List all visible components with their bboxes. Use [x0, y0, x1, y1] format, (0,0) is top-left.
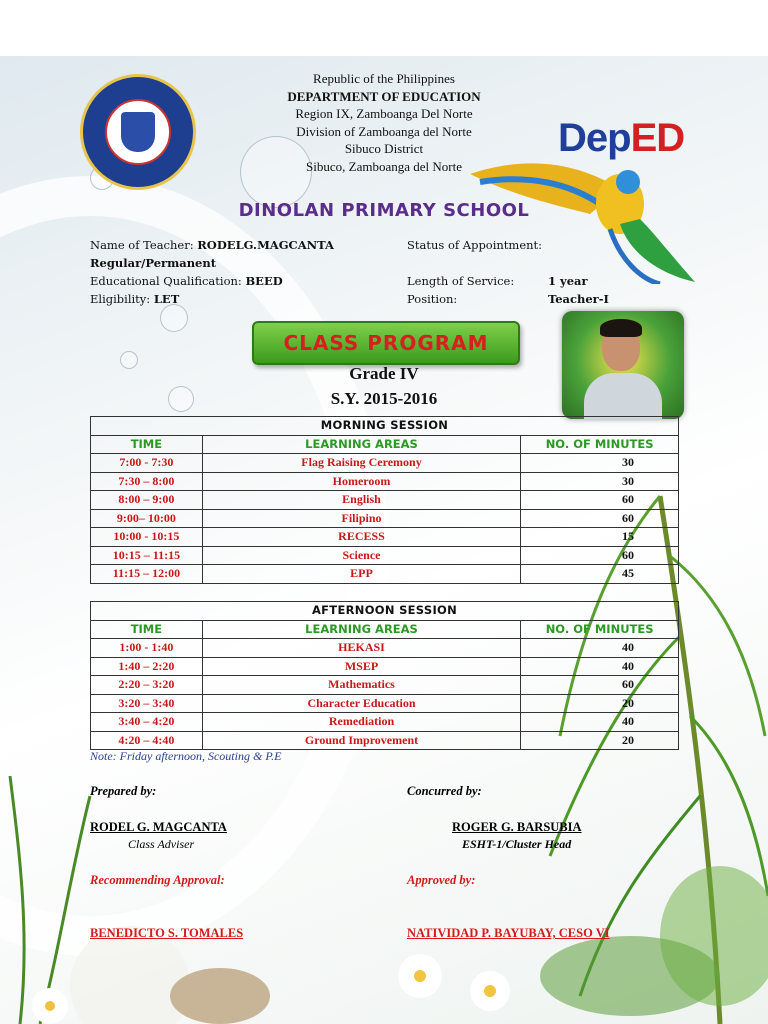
table-header-row	[91, 620, 679, 639]
minutes-cell: 60	[521, 509, 679, 528]
recommending-approval-name: BENEDICTO S. TOMALES	[90, 926, 244, 940]
minutes-cell: 15	[521, 528, 679, 547]
afternoon-session-table	[90, 601, 679, 750]
table-row	[91, 509, 679, 528]
minutes-cell: 60	[521, 546, 679, 565]
time-header: TIME	[91, 435, 203, 454]
concurred-by-name: ROGER G. BARSUBIA	[452, 820, 582, 834]
status-label: Status of Appointment:	[407, 238, 543, 252]
table-row	[91, 528, 679, 547]
time-cell: 1:00 - 1:40	[91, 639, 203, 658]
status-value: Regular/Permanent	[90, 256, 217, 270]
header-republic: Republic of the Philippines	[313, 71, 455, 86]
service-value: 1 year	[548, 274, 588, 288]
minutes-cell: 40	[521, 713, 679, 732]
table-row	[91, 657, 679, 676]
table-row	[91, 639, 679, 658]
time-header: TIME	[91, 620, 203, 639]
minutes-cell: 40	[521, 657, 679, 676]
table-row	[91, 491, 679, 510]
concurred-by-label: Concurred by:	[407, 784, 482, 798]
time-cell: 11:15 – 12:00	[91, 565, 203, 584]
learning-area-cell: MSEP	[202, 657, 520, 676]
morning-session-table	[90, 416, 679, 584]
learning-area-cell: RECESS	[202, 528, 520, 547]
table-row	[91, 731, 679, 750]
time-cell: 7:30 – 8:00	[91, 472, 203, 491]
minutes-cell: 20	[521, 731, 679, 750]
document-page	[0, 56, 768, 1024]
recommending-approval-label: Recommending Approval:	[90, 873, 225, 887]
bubble-decoration	[160, 304, 188, 332]
time-cell: 2:20 – 3:20	[91, 676, 203, 695]
prepared-by-name: RODEL G. MAGCANTA	[90, 820, 227, 834]
minutes-cell: 40	[521, 639, 679, 658]
prepared-by-label: Prepared by:	[90, 784, 157, 798]
schedule-note: Note: Friday afternoon, Scouting & P.E	[90, 749, 282, 763]
table-row	[91, 676, 679, 695]
minutes-cell: 45	[521, 565, 679, 584]
header-division: Division of Zamboanga del Norte	[296, 123, 472, 139]
learning-area-cell: Homeroom	[202, 472, 520, 491]
time-cell: 9:00– 10:00	[91, 509, 203, 528]
service-label: Length of Service:	[407, 274, 515, 288]
minutes-cell: 20	[521, 694, 679, 713]
learning-area-cell: Remediation	[202, 713, 520, 732]
deped-logo: DepED	[558, 116, 685, 160]
time-cell: 1:40 – 2:20	[91, 657, 203, 676]
learning-area-cell: Ground Improvement	[202, 731, 520, 750]
time-cell: 4:20 – 4:40	[91, 731, 203, 750]
learning-area-cell: English	[202, 491, 520, 510]
school-year: S.Y. 2015-2016	[330, 389, 438, 408]
minutes-header: NO. OF MINUTES	[521, 620, 679, 639]
learning-area-cell: Mathematics	[202, 676, 520, 695]
grade-level: Grade IV	[349, 364, 419, 383]
eligibility-row: Eligibility: LET	[90, 292, 180, 306]
minutes-cell: 30	[521, 472, 679, 491]
class-program-banner: CLASS PROGRAM	[252, 321, 520, 365]
time-cell: 3:20 – 3:40	[91, 694, 203, 713]
afternoon-session-title: AFTERNOON SESSION	[91, 602, 679, 621]
areas-header: LEARNING AREAS	[202, 620, 520, 639]
learning-area-cell: Filipino	[202, 509, 520, 528]
time-cell: 8:00 – 9:00	[91, 491, 203, 510]
learning-area-cell: Character Education	[202, 694, 520, 713]
time-cell: 3:40 – 4:20	[91, 713, 203, 732]
table-row	[91, 565, 679, 584]
table-row	[91, 454, 679, 473]
table-row	[91, 472, 679, 491]
learning-area-cell: Flag Raising Ceremony	[202, 454, 520, 473]
learning-area-cell: HEKASI	[202, 639, 520, 658]
learning-area-cell: Science	[202, 546, 520, 565]
time-cell: 10:15 – 11:15	[91, 546, 203, 565]
minutes-header: NO. OF MINUTES	[521, 435, 679, 454]
concurred-by-title: ESHT-1/Cluster Head	[462, 837, 572, 851]
header-region: Region IX, Zamboanga Del Norte	[295, 106, 473, 121]
header-department: DEPARTMENT OF EDUCATION	[287, 88, 481, 104]
approved-by-name: NATIVIDAD P. BAYUBAY, CESO VI	[407, 926, 610, 940]
time-cell: 7:00 - 7:30	[91, 454, 203, 473]
minutes-cell: 60	[521, 676, 679, 695]
minutes-cell: 60	[521, 491, 679, 510]
areas-header: LEARNING AREAS	[202, 435, 520, 454]
white-flower-decoration	[380, 936, 580, 1024]
morning-session-title: MORNING SESSION	[91, 417, 679, 436]
time-cell: 10:00 - 10:15	[91, 528, 203, 547]
header-address: Sibuco, Zamboanga del Norte	[306, 158, 462, 174]
table-row	[91, 546, 679, 565]
school-name: DINOLAN PRIMARY SCHOOL	[238, 200, 530, 221]
table-header-row	[91, 435, 679, 454]
prepared-by-title: Class Adviser	[128, 837, 195, 851]
minutes-cell: 30	[521, 454, 679, 473]
learning-area-cell: EPP	[202, 565, 520, 584]
position-value: Teacher-I	[548, 292, 609, 306]
qualification-row: Educational Qualification: BEED	[90, 274, 283, 288]
table-row	[91, 694, 679, 713]
approved-by-label: Approved by:	[407, 873, 476, 887]
header-district: Sibuco District	[344, 141, 424, 156]
position-label: Position:	[407, 292, 458, 306]
teacher-name-row: Name of Teacher: RODELG.MAGCANTA	[90, 238, 334, 252]
table-row	[91, 713, 679, 732]
